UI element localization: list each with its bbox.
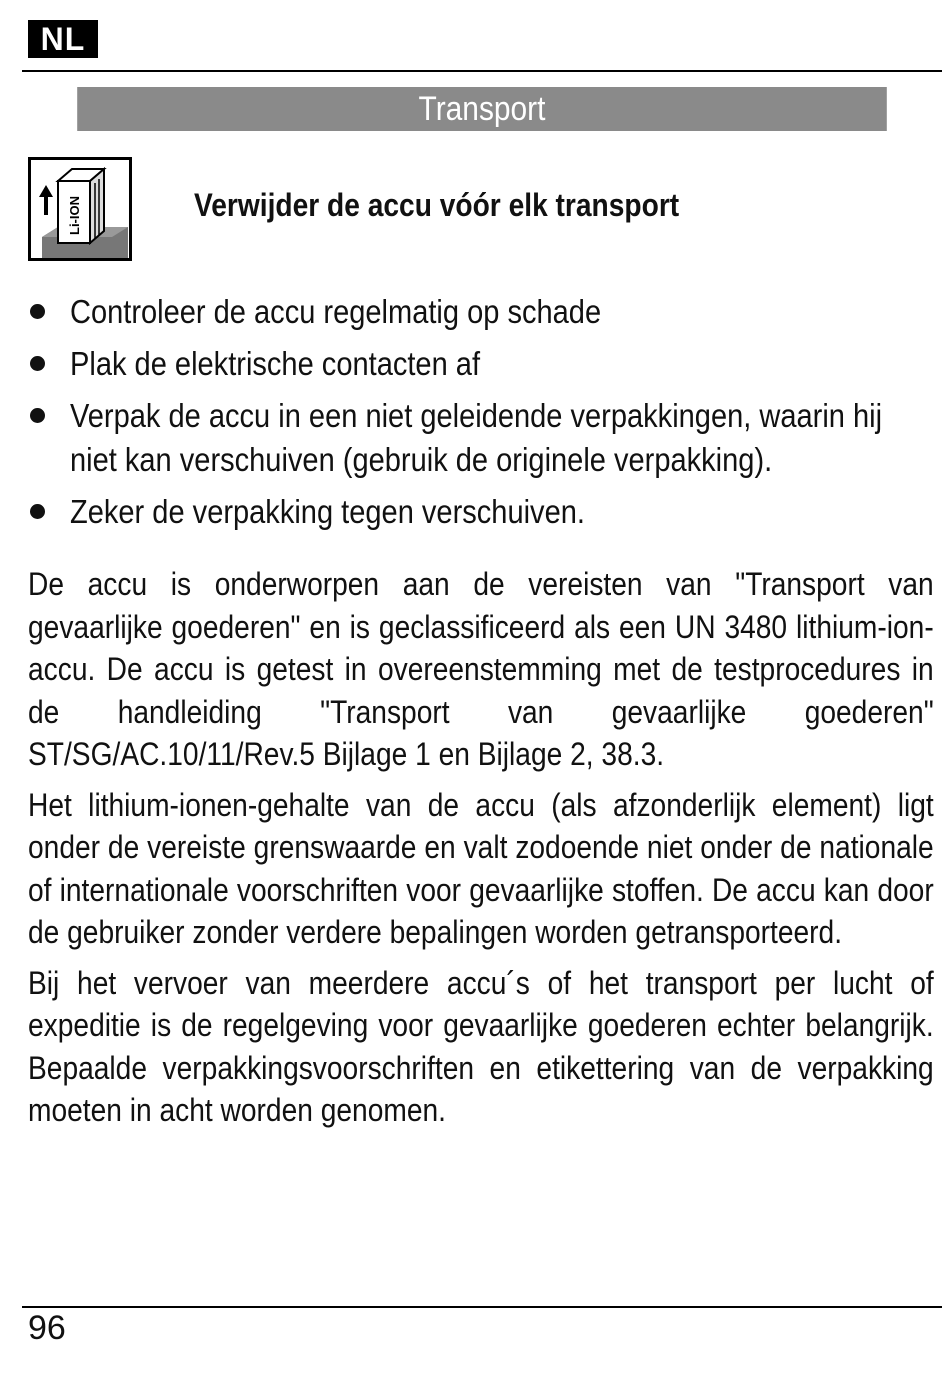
page-number: 96 <box>28 1309 66 1347</box>
list-item <box>28 290 934 334</box>
footer-divider <box>22 1306 942 1308</box>
paragraph: Het lithium-ionen-gehalte van de accu (als afzonderlijk element) ligt onder de vereiste grenswaarde en valt zodoende niet onder de nationale of internationale voorschriften voor gevaarlijke stoffen. De accu kan door de gebruiker zonder verdere bepalingen worden getransporteerd. <box>28 786 934 950</box>
warning-text: Verwijder de accu vóór elk transport <box>194 187 680 223</box>
list-item-text: Verpak de accu in een niet geleidende verpakkingen, waarin hij niet kan verschuiven (gebruik de originele verpakking). <box>70 397 883 478</box>
warning-row <box>28 157 938 261</box>
paragraph: Bij het vervoer van meerdere accu´s of het transport per lucht of expeditie is de regelgeving voor gevaarlijke goederen echter belangrijk. Bepaalde verpakkingsvoorschriften en etikettering van de verpakking moeten in acht worden genomen. <box>28 964 934 1128</box>
list-item-text: Plak de elektrische contacten af <box>70 345 481 382</box>
list-item-text: Zeker de verpakking tegen verschuiven. <box>70 493 585 530</box>
header-divider <box>22 70 942 72</box>
bullet-icon <box>30 408 45 423</box>
list-item <box>28 342 934 386</box>
list-item <box>28 394 934 482</box>
language-badge: NL <box>28 20 98 58</box>
list-item-text: Controleer de accu regelmatig op schade <box>70 293 602 330</box>
bullet-icon <box>30 304 45 319</box>
section-title: Transport <box>77 87 887 131</box>
li-ion-battery-icon <box>28 157 132 261</box>
list-item <box>28 490 934 534</box>
body-text <box>28 563 934 1140</box>
li-ion-label: Li-ION <box>67 196 82 235</box>
paragraph: De accu is onderworpen aan de vereisten van "Transport van gevaarlijke goederen" en is geclassificeerd als een UN 3480 lithium-ion-accu. De accu is getest in overeenstemming met de testprocedures in de handleiding "Transport van gevaarlijke goederen" ST/SG/AC.10/11/Rev.5 Bijlage 1 en Bijlage 2, 38.3. <box>28 566 934 772</box>
instruction-list <box>28 290 934 542</box>
bullet-icon <box>30 504 45 519</box>
bullet-icon <box>30 356 45 371</box>
